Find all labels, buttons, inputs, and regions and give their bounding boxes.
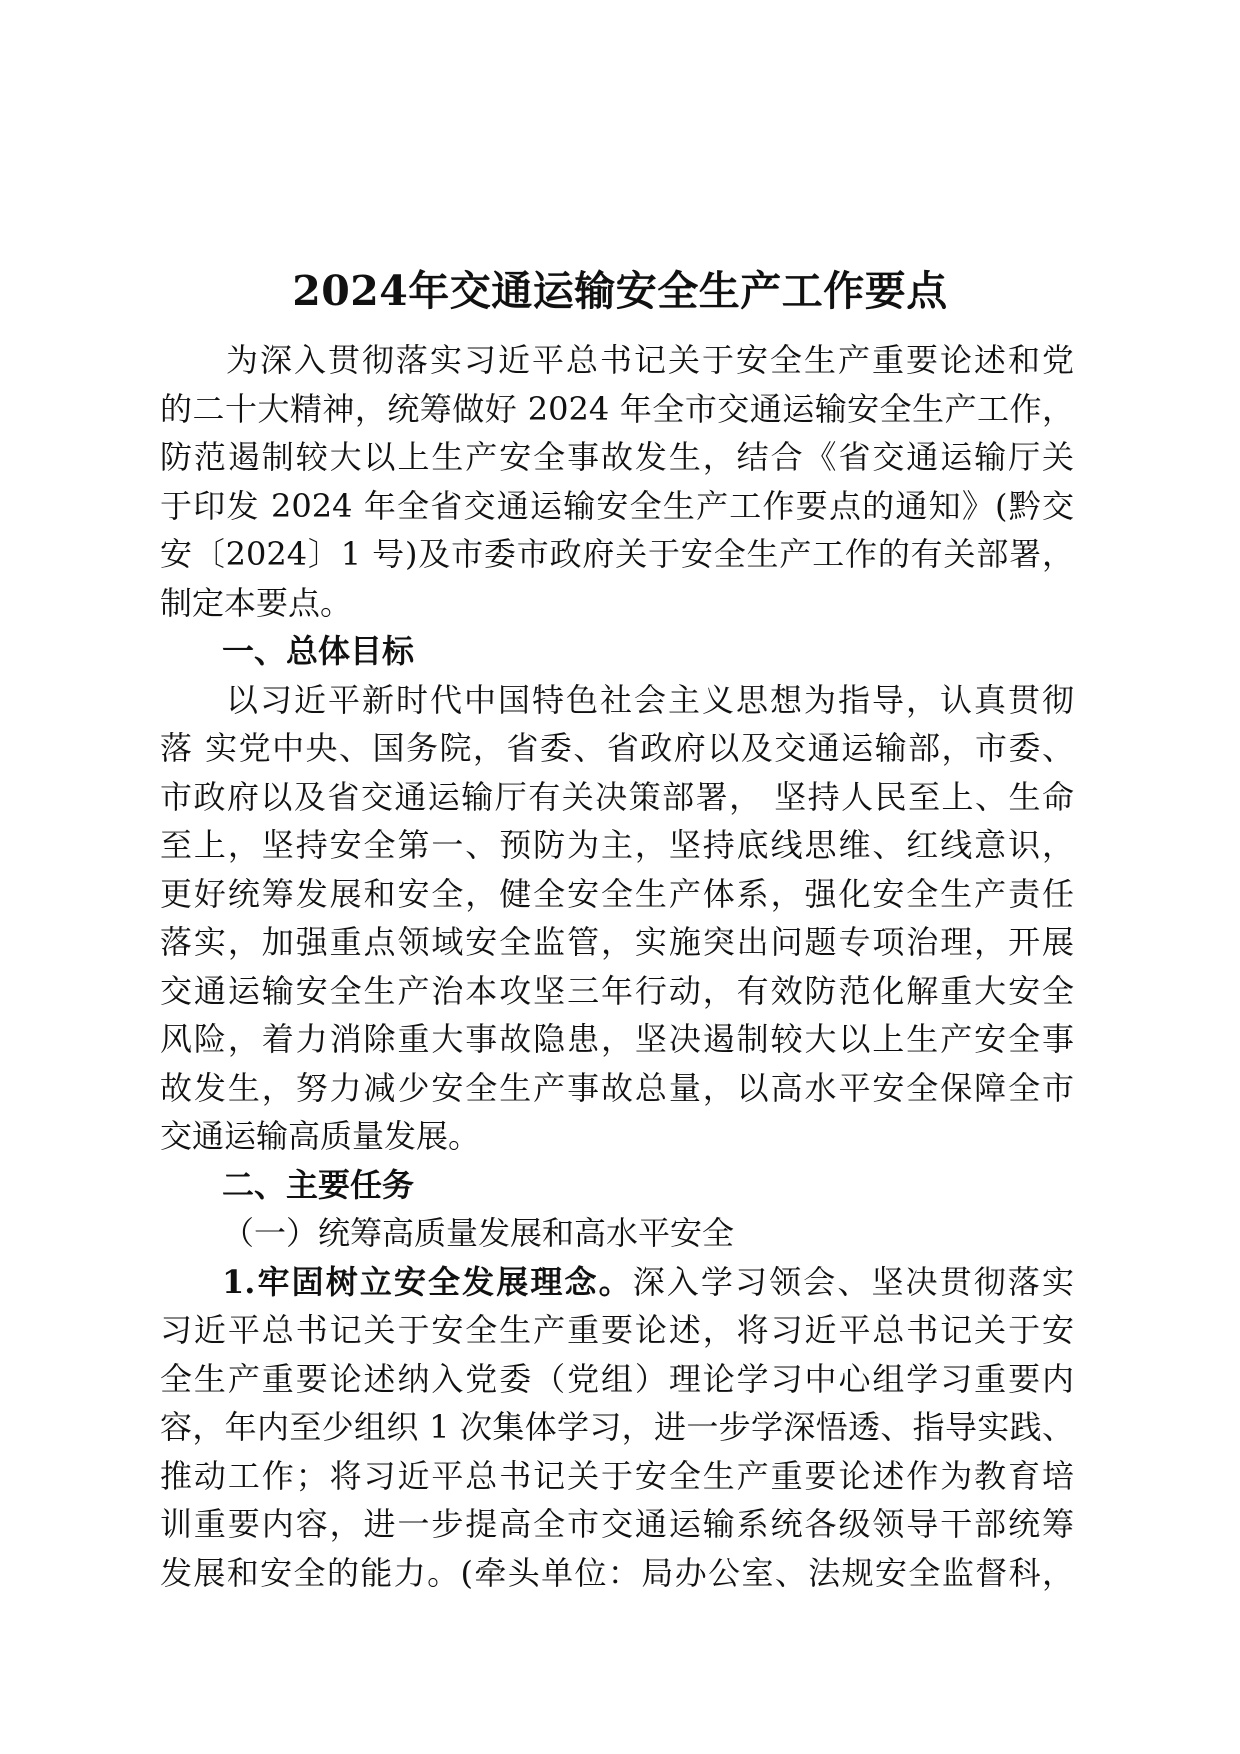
- task-1-line-7: 发展和安全的能力。(牵头单位：局办公室、法规安全监督科，: [160, 1554, 1074, 1592]
- goals-line-5: 更好统筹发展和安全，健全安全生产体系，强化安全生产责任: [160, 875, 1074, 913]
- goals-line-2: 落 实党中央、国务院，省委、省政府以及交通运输部，市委、: [160, 729, 1074, 767]
- task-1-line-2: 习近平总书记关于安全生产重要论述，将习近平总书记关于安: [160, 1311, 1074, 1349]
- intro-line-6: 制定本要点。: [160, 584, 353, 622]
- goals-line-8: 风险，着力消除重大事故隐患，坚决遏制较大以上生产安全事: [160, 1020, 1074, 1058]
- goals-line-10: 交通运输高质量发展。: [160, 1117, 481, 1155]
- intro-line-2: 的二十大精神，统筹做好 2024 年全市交通运输安全生产工作，: [160, 390, 1074, 428]
- goals-line-4: 至上，坚持安全第一、预防为主，坚持底线思维、红线意识，: [160, 826, 1074, 864]
- subsection-heading-1: （一）统筹高质量发展和高水平安全: [222, 1214, 735, 1252]
- goals-line-1: 以习近平新时代中国特色社会主义思想为指导，认真贯彻: [226, 681, 1074, 719]
- task-1-title: 1.牢固树立安全发展理念。: [222, 1263, 633, 1301]
- intro-line-4: 于印发 2024 年全省交通运输安全生产工作要点的通知》(黔交: [160, 487, 1074, 525]
- goals-line-9: 故发生，努力减少安全生产事故总量，以高水平安全保障全市: [160, 1069, 1074, 1107]
- task-1-line-6: 训重要内容，进一步提高全市交通运输系统各级领导干部统筹: [160, 1505, 1074, 1543]
- document-title: 2024年交通运输安全生产工作要点: [292, 267, 948, 315]
- intro-line-5: 安〔2024〕1 号)及市委市政府关于安全生产工作的有关部署，: [160, 535, 1074, 573]
- task-1-first-line-text: 深入学习领会、坚决贯彻落实: [632, 1263, 1074, 1301]
- task-1-line-3: 全生产重要论述纳入党委（党组）理论学习中心组学习重要内: [160, 1360, 1074, 1398]
- task-1-first-line: [222, 1262, 1074, 1302]
- goals-line-7: 交通运输安全生产治本攻坚三年行动，有效防范化解重大安全: [160, 972, 1074, 1010]
- task-1-line-5: 推动工作；将习近平总书记关于安全生产重要论述作为教育培: [160, 1457, 1074, 1495]
- section-heading-goals: 一、总体目标: [222, 632, 415, 670]
- intro-line-1: 为深入贯彻落实习近平总书记关于安全生产重要论述和党: [226, 341, 1074, 379]
- section-heading-tasks: 二、主要任务: [222, 1166, 415, 1204]
- task-1-line-4: 容，年内至少组织 1 次集体学习，进一步学深悟透、指导实践、: [160, 1408, 1074, 1446]
- goals-line-3: 市政府以及省交通运输厅有关决策部署， 坚持人民至上、生命: [160, 778, 1074, 816]
- goals-line-6: 落实，加强重点领域安全监管，实施突出问题专项治理，开展: [160, 923, 1074, 961]
- intro-line-3: 防范遏制较大以上生产安全事故发生，结合《省交通运输厅关: [160, 438, 1074, 476]
